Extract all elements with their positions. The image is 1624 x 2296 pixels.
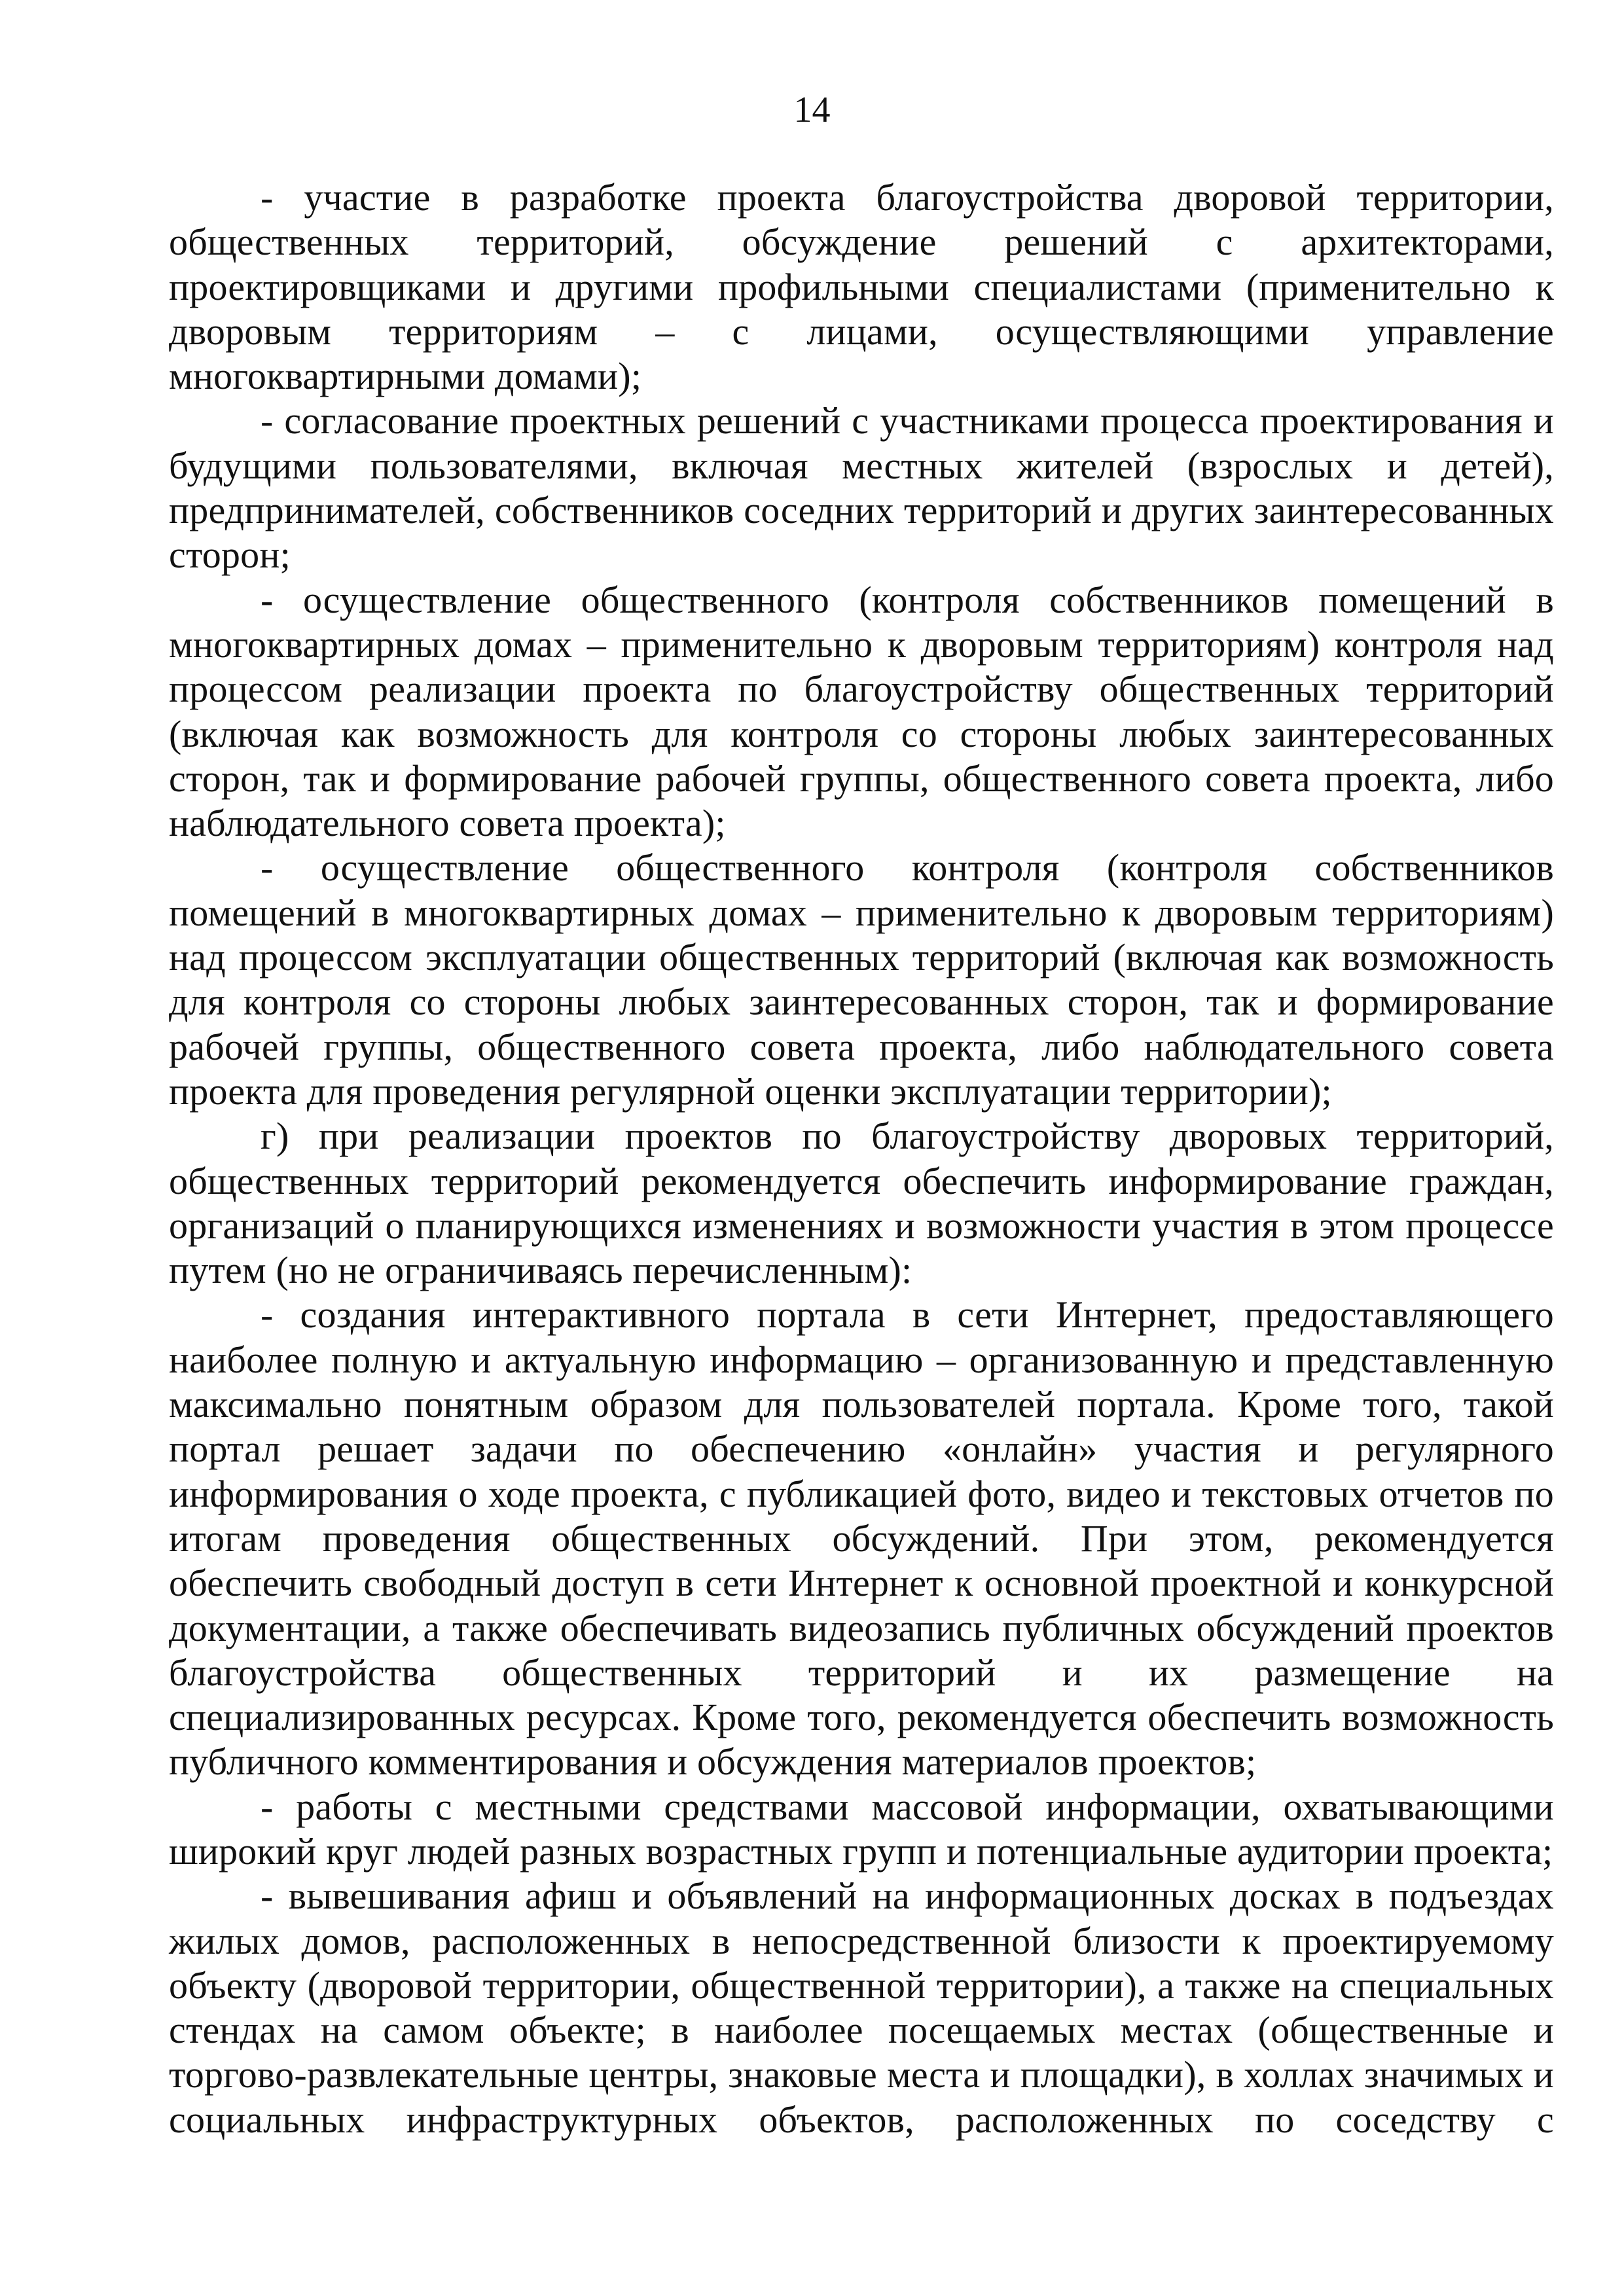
page-number: 14	[793, 90, 831, 130]
paragraph-agreement-design-decisions: - согласование проектных решений с участниками процесса проектирования и будущими пользователями, включая местных жителей (взрослых и детей), предпринимателей, собственников соседних территорий и других заинтересованных сторон;	[169, 399, 1554, 577]
paragraph-public-control-implementation: - осуществление общественного (контроля собственников помещений в многоквартирных домах – применительно к дворовым территориям) контроля над процессом реализации проекта по благоустройству общественных территорий (включая как возможность для контроля со стороны любых заинтересованных сторон, так и формирование рабочей группы, общественного совета проекта, либо наблюдательного совета проекта);	[169, 578, 1554, 845]
document-body	[169, 175, 1554, 2142]
paragraph-public-control-operation: - осуществление общественного контроля (контроля собственников помещений в многоквартирных домах – применительно к дворовым территориям) над процессом эксплуатации общественных территорий (включая как возможность для контроля со стороны любых заинтересованных сторон, так и формирование рабочей группы, общественного совета проекта, либо наблюдательного совета проекта для проведения регулярной оценки эксплуатации территории);	[169, 846, 1554, 1113]
paragraph-participation-design: - участие в разработке проекта благоустройства дворовой территории, общественных территорий, обсуждение решений с архитекторами, проектировщиками и другими профильными специалистами (применительно к дворовым территориям – с лицами, осуществляющими управление многоквартирными домами);	[169, 176, 1554, 398]
paragraph-posters-announcements: - вывешивания афиш и объявлений на информационных досках в подъездах жилых домов, расположенных в непосредственной близости к проектируемому объекту (дворовой территории, общественной территории), а также на специальных стендах на самом объекте; в наиболее посещаемых местах (общественные и торгово-развлекательные центры, знаковые места и площадки), в холлах значимых и социальных инфраструктурных объектов, расположенных по соседству с	[169, 1874, 1554, 2141]
paragraph-interactive-portal: - создания интерактивного портала в сети Интернет, предоставляющего наиболее полную и актуальную информацию – организованную и представленную максимально понятным образом для пользователей портала. Кроме того, такой портал решает задачи по обеспечению «онлайн» участия и регулярного информирования о ходе проекта, с публикацией фото, видео и текстовых отчетов по итогам проведения общественных обсуждений. При этом, рекомендуется обеспечить свободный доступ в сети Интернет к основной проектной и конкурсной документации, а также обеспечивать видеозапись публичных обсуждений проектов благоустройства общественных территорий и их размещение на специализированных ресурсах. Кроме того, рекомендуется обеспечить возможность публичного комментирования и обсуждения материалов проектов;	[169, 1293, 1554, 1784]
paragraph-local-media: - работы с местными средствами массовой информации, охватывающими широкий круг людей разных возрастных групп и потенциальные аудитории проекта;	[169, 1785, 1554, 1873]
paragraph-informing-citizens: г) при реализации проектов по благоустройству дворовых территорий, общественных территорий рекомендуется обеспечить информирование граждан, организаций о планирующихся изменениях и возможности участия в этом процессе путем (но не ограничиваясь перечисленным):	[169, 1115, 1554, 1292]
